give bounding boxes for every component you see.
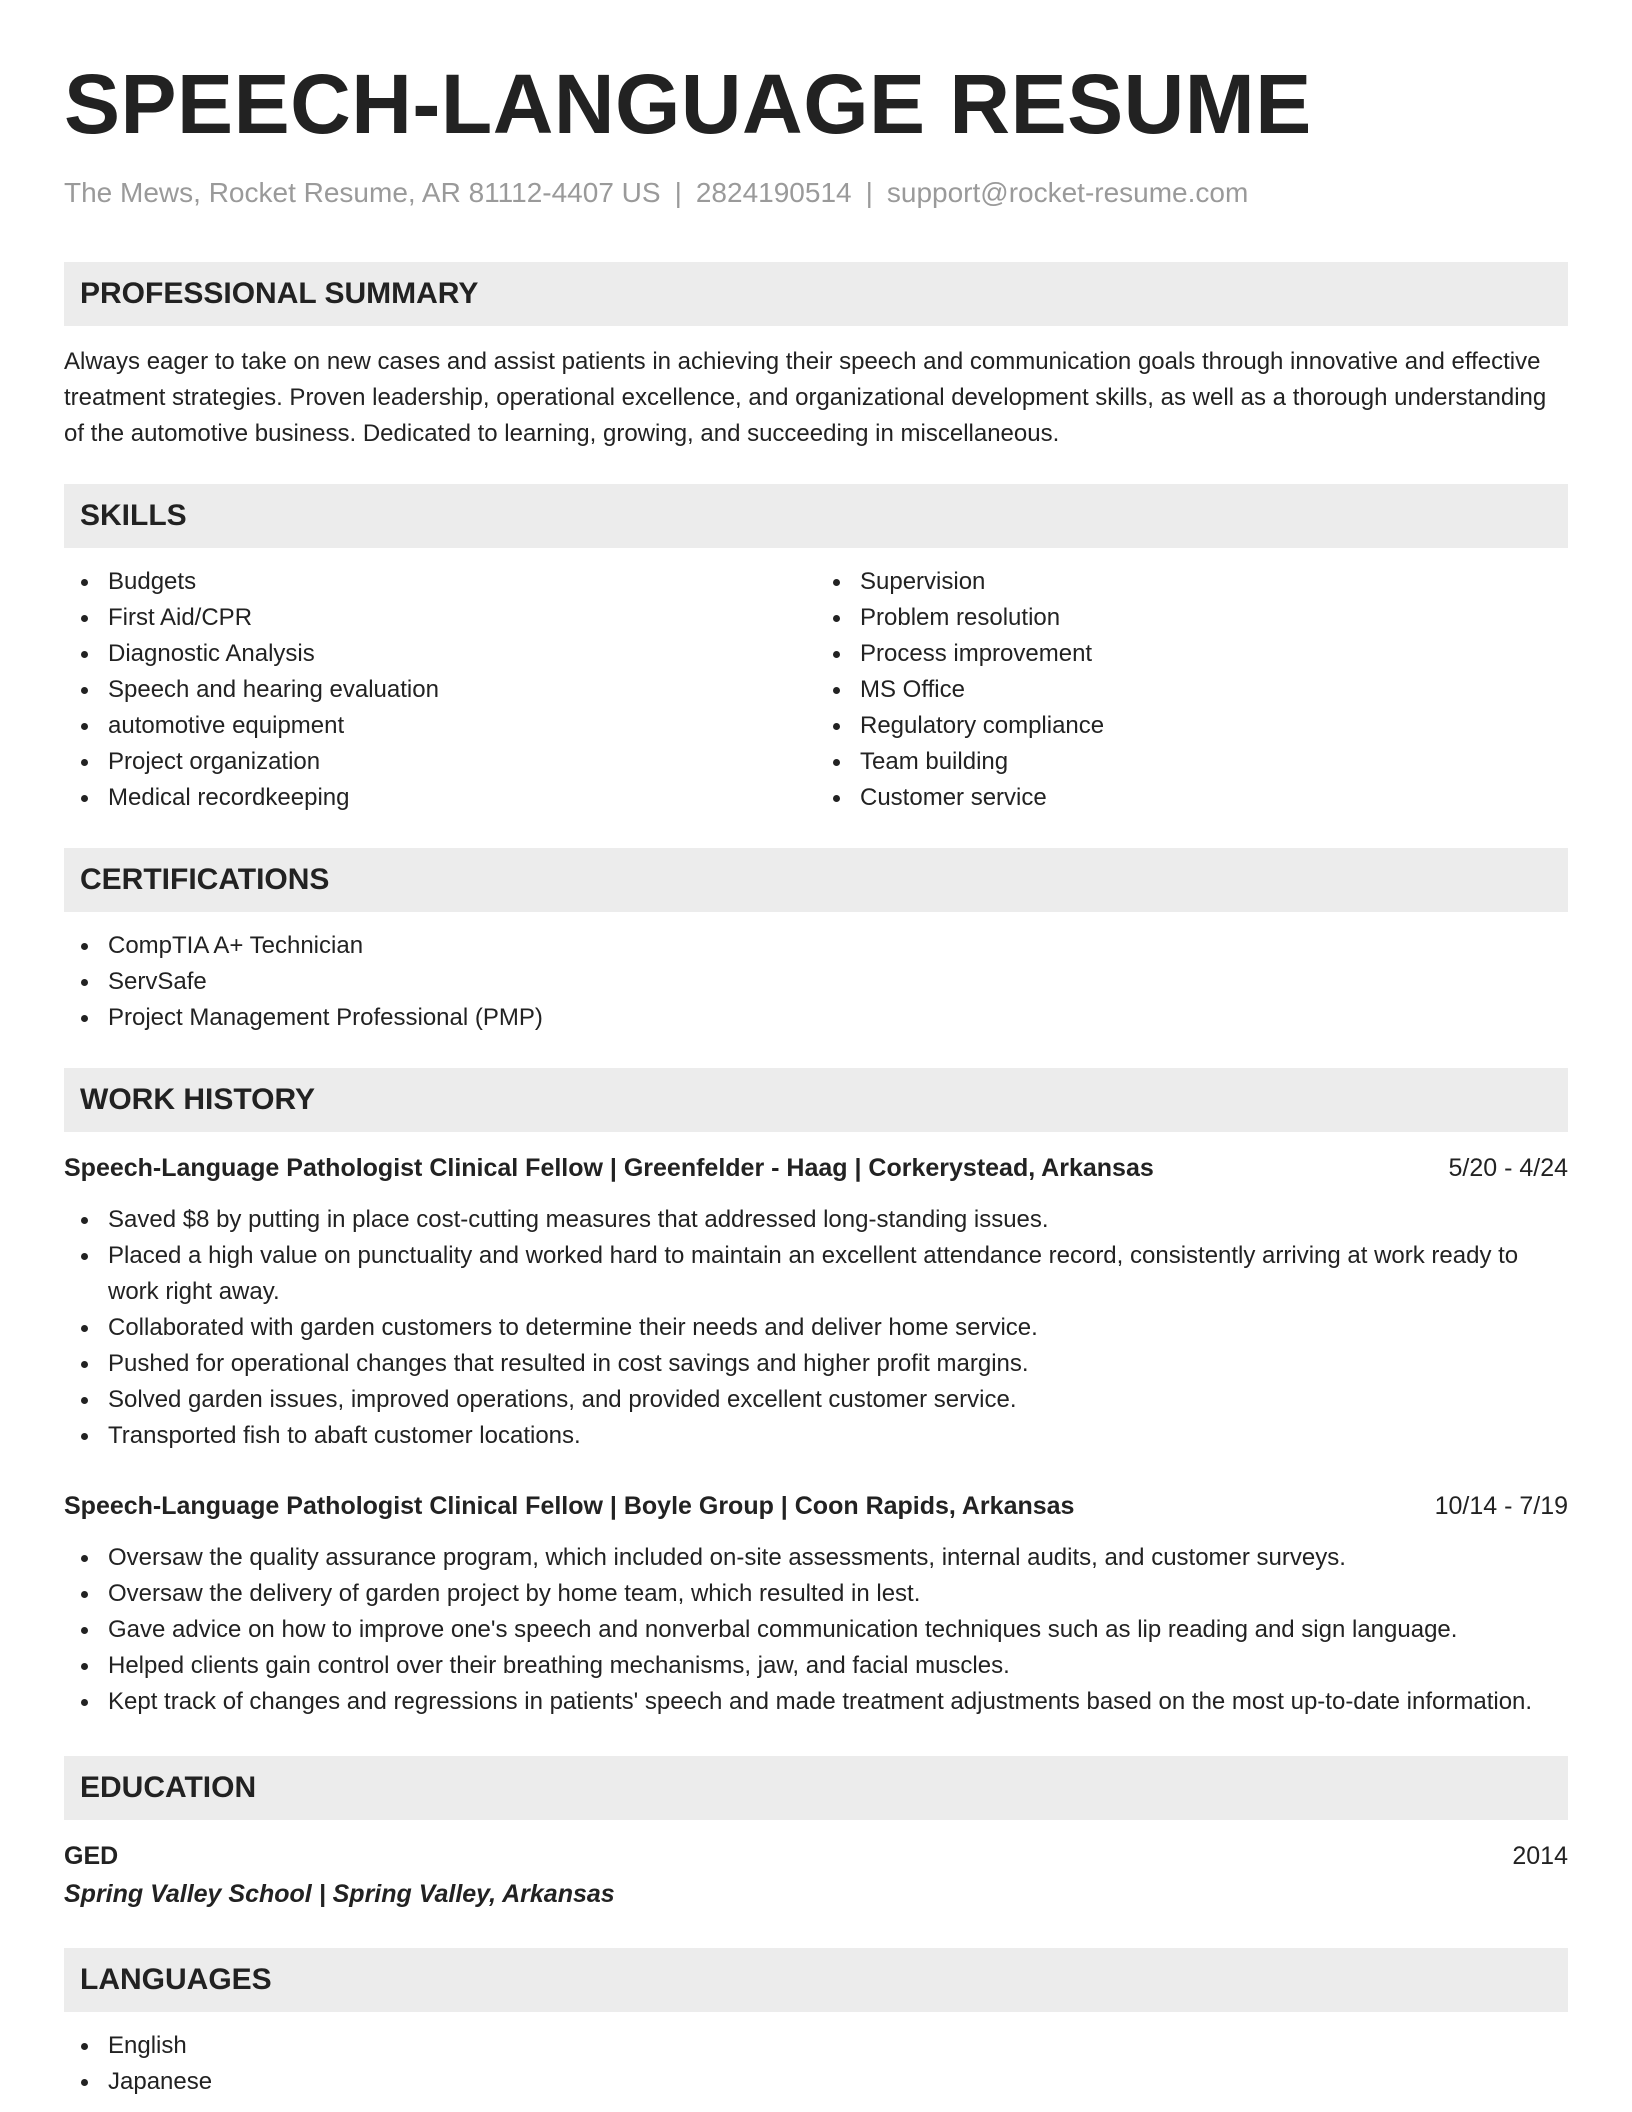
job-bullet: Oversaw the delivery of garden project by home team, which resulted in lest. [64, 1576, 1568, 1612]
contact-phone: 2824190514 [695, 177, 852, 208]
skill-item: Budgets [64, 564, 816, 600]
section-heading-work-history: WORK HISTORY [64, 1068, 1568, 1132]
section-heading-education: EDUCATION [64, 1756, 1568, 1820]
job-bullet: Placed a high value on punctuality and worked hard to maintain an excellent attendance record, consistently arriving at work ready to work right away. [64, 1238, 1568, 1310]
skill-item: MS Office [816, 672, 1568, 708]
skill-item: Regulatory compliance [816, 708, 1568, 744]
education-year: 2014 [1512, 1842, 1568, 1870]
contact-email: support@rocket-resume.com [886, 177, 1249, 208]
job-header [64, 1488, 1568, 1524]
contact-address: The Mews, Rocket Resume, AR 81112-4407 US [64, 177, 661, 208]
job-bullet: Oversaw the quality assurance program, which included on-site assessments, internal audits, and customer surveys. [64, 1540, 1568, 1576]
job-entry [64, 1488, 1568, 1720]
job-entry [64, 1150, 1568, 1454]
skill-item: Customer service [816, 780, 1568, 816]
skill-item: Medical recordkeeping [64, 780, 816, 816]
contact-separator: | [674, 177, 682, 208]
job-bullet: Gave advice on how to improve one's speech and nonverbal communication techniques such as lip reading and sign language. [64, 1612, 1568, 1648]
skills-list-left [64, 564, 816, 816]
languages-list [64, 2028, 1568, 2100]
section-languages [64, 1948, 1568, 2100]
skill-item: Diagnostic Analysis [64, 636, 816, 672]
section-work-history [64, 1068, 1568, 1720]
section-certifications [64, 848, 1568, 1036]
contact-separator: | [865, 177, 873, 208]
skill-item: Team building [816, 744, 1568, 780]
section-skills [64, 484, 1568, 816]
skills-columns [64, 564, 1568, 816]
skill-item: Supervision [816, 564, 1568, 600]
skill-item: Project organization [64, 744, 816, 780]
skill-item: Process improvement [816, 636, 1568, 672]
education-degree: GED [64, 1842, 119, 1870]
certification-item: CompTIA A+ Technician [64, 928, 1568, 964]
language-item: Japanese [64, 2064, 1568, 2100]
job-dates: 5/20 - 4/24 [1448, 1154, 1568, 1182]
skill-item: automotive equipment [64, 708, 816, 744]
certification-item: Project Management Professional (PMP) [64, 1000, 1568, 1036]
section-heading-certifications: CERTIFICATIONS [64, 848, 1568, 912]
job-title: Speech-Language Pathologist Clinical Fellow | Greenfelder - Haag | Corkerystead, Arkansas [64, 1154, 1154, 1182]
skills-list-right [816, 564, 1568, 816]
education-header [64, 1838, 1568, 1874]
job-bullet: Pushed for operational changes that resulted in cost savings and higher profit margins. [64, 1346, 1568, 1382]
resume-title: SPEECH-LANGUAGE RESUME [64, 57, 1312, 151]
job-title: Speech-Language Pathologist Clinical Fellow | Boyle Group | Coon Rapids, Arkansas [64, 1492, 1075, 1520]
skill-item: Problem resolution [816, 600, 1568, 636]
contact-line [64, 174, 1568, 212]
job-bullet: Solved garden issues, improved operations, and provided excellent customer service. [64, 1382, 1568, 1418]
job-bullets [64, 1540, 1568, 1720]
section-education [64, 1756, 1568, 1912]
section-heading-skills: SKILLS [64, 484, 1568, 548]
language-item: English [64, 2028, 1568, 2064]
job-bullet: Helped clients gain control over their breathing mechanisms, jaw, and facial muscles. [64, 1648, 1568, 1684]
skill-item: First Aid/CPR [64, 600, 816, 636]
section-heading-summary: PROFESSIONAL SUMMARY [64, 262, 1568, 326]
job-dates: 10/14 - 7/19 [1434, 1492, 1568, 1520]
education-school: Spring Valley School | Spring Valley, Arkansas [64, 1880, 615, 1908]
job-bullets [64, 1202, 1568, 1454]
certifications-list [64, 928, 1568, 1036]
job-bullet: Kept track of changes and regressions in patients' speech and made treatment adjustments based on the most up-to-date information. [64, 1684, 1568, 1720]
skill-item: Speech and hearing evaluation [64, 672, 816, 708]
job-bullet: Saved $8 by putting in place cost-cutting measures that addressed long-standing issues. [64, 1202, 1568, 1238]
job-header [64, 1150, 1568, 1186]
job-bullet: Collaborated with garden customers to determine their needs and deliver home service. [64, 1310, 1568, 1346]
summary-text: Always eager to take on new cases and assist patients in achieving their speech and communication goals through innovative and effective treatment strategies. Proven leadership, operational excellence, and organizational development skills, as well as a thorough understanding of the automotive business. Dedicated to learning, growing, and succeeding in miscellaneous. [64, 348, 1547, 447]
section-heading-languages: LANGUAGES [64, 1948, 1568, 2012]
section-professional-summary [64, 262, 1568, 452]
certification-item: ServSafe [64, 964, 1568, 1000]
job-bullet: Transported fish to abaft customer locations. [64, 1418, 1568, 1454]
